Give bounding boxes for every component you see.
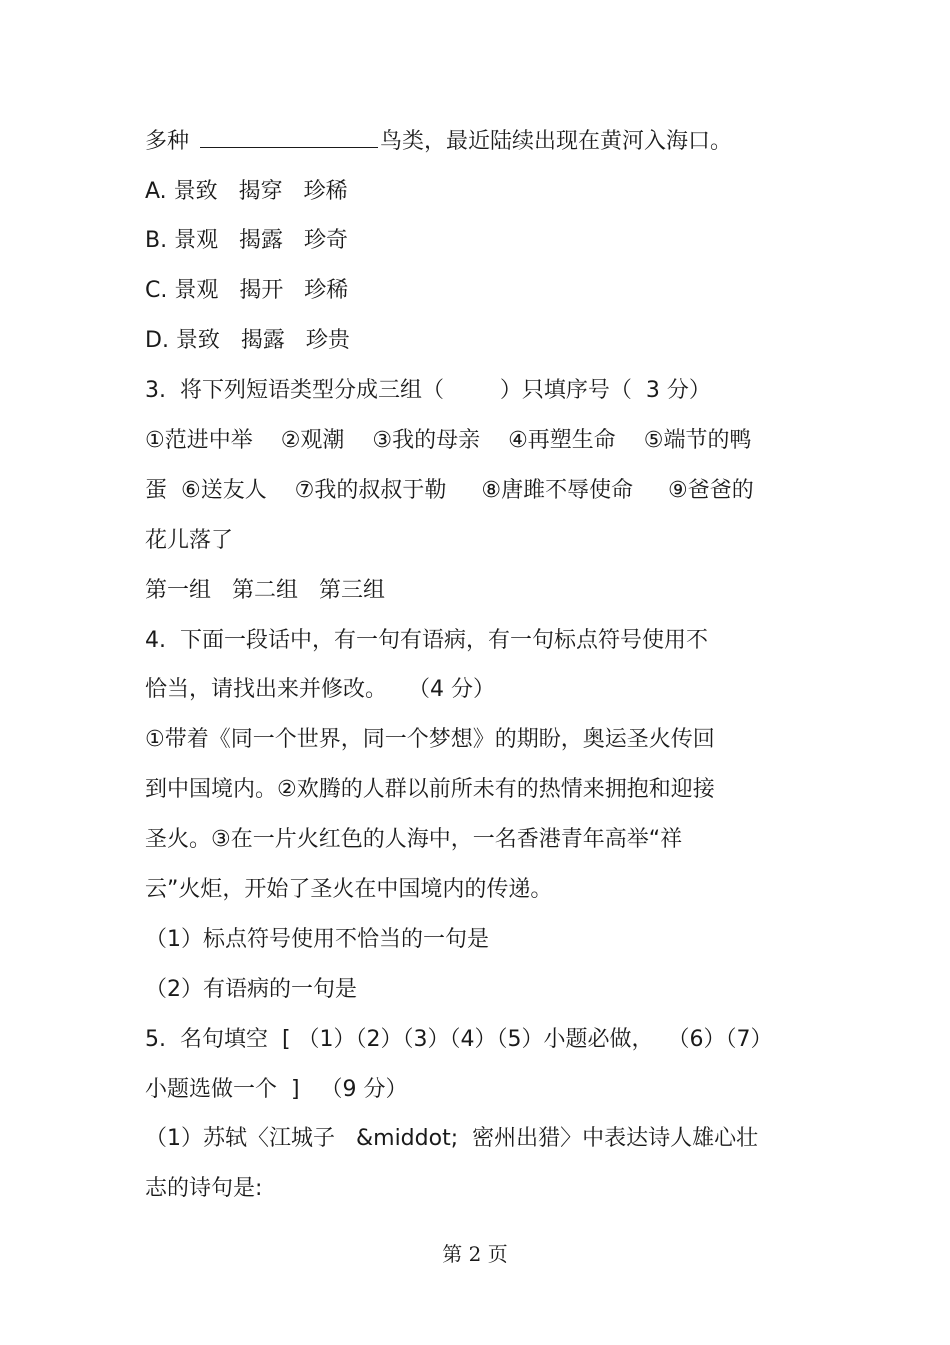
question-4-passage-line-4: 云”火炬，开始了圣火在中国境内的传递。 xyxy=(145,877,553,902)
question-5-sub-1-line-1: （1）苏轼〈江城子 &middot; 密州出猎〉中表达诗人雄心壮 xyxy=(145,1126,759,1151)
page-number: 第 2 页 xyxy=(442,1242,508,1266)
question-2-stem-line xyxy=(145,127,732,157)
text-after-blank: 鸟类，最近陆续出现在黄河入海口。 xyxy=(380,129,733,154)
option-b: B. 景观 揭露 珍奇 xyxy=(145,228,349,253)
question-4-passage-line-3: 圣火。③在一片火红色的人海中，一名香港青年高举“祥 xyxy=(145,827,683,852)
question-3-phrases-line-1: ①范进中举 ②观潮 ③我的母亲 ④再塑生命 ⑤端节的鸭 xyxy=(145,428,752,453)
question-4-passage-line-1: ①带着《同一个世界，同一个梦想》的期盼，奥运圣火传回 xyxy=(145,727,715,752)
question-4-title-line-1: 4. 下面一段话中，有一句有语病，有一句标点符号使用不 xyxy=(145,628,708,653)
question-4-sub-1: （1）标点符号使用不恰当的一句是 xyxy=(145,927,489,952)
question-5-title-line-1: 5. 名句填空 [ （1）（2）（3）（4）（5）小题必做， （6）（7） xyxy=(145,1027,773,1052)
question-3-phrases-line-2: 蛋 ⑥送友人 ⑦我的叔叔于勒 ⑧唐雎不辱使命 ⑨爸爸的 xyxy=(145,478,754,503)
fill-in-blank xyxy=(200,127,378,148)
option-c: C. 景观 揭开 珍稀 xyxy=(145,278,349,303)
question-3-groups: 第一组 第二组 第三组 xyxy=(145,578,385,603)
option-d: D. 景致 揭露 珍贵 xyxy=(145,328,350,353)
question-4-passage-line-2: 到中国境内。②欢腾的人群以前所未有的热情来拥抱和迎接 xyxy=(145,777,715,802)
question-3-title: 3. 将下列短语类型分成三组（ ）只填序号（ 3 分） xyxy=(145,378,711,403)
text-before-blank: 多种 xyxy=(145,129,196,154)
question-4-sub-2: （2）有语病的一句是 xyxy=(145,977,357,1002)
question-3-phrases-line-3: 花儿落了 xyxy=(145,528,234,553)
option-a: A. 景致 揭穿 珍稀 xyxy=(145,179,348,204)
question-5-title-line-2: 小题选做一个 ] （9 分） xyxy=(145,1077,408,1102)
question-5-sub-1-line-2: 志的诗句是: xyxy=(145,1176,263,1201)
question-4-title-line-2: 恰当，请找出来并修改。 （4 分） xyxy=(145,677,495,702)
